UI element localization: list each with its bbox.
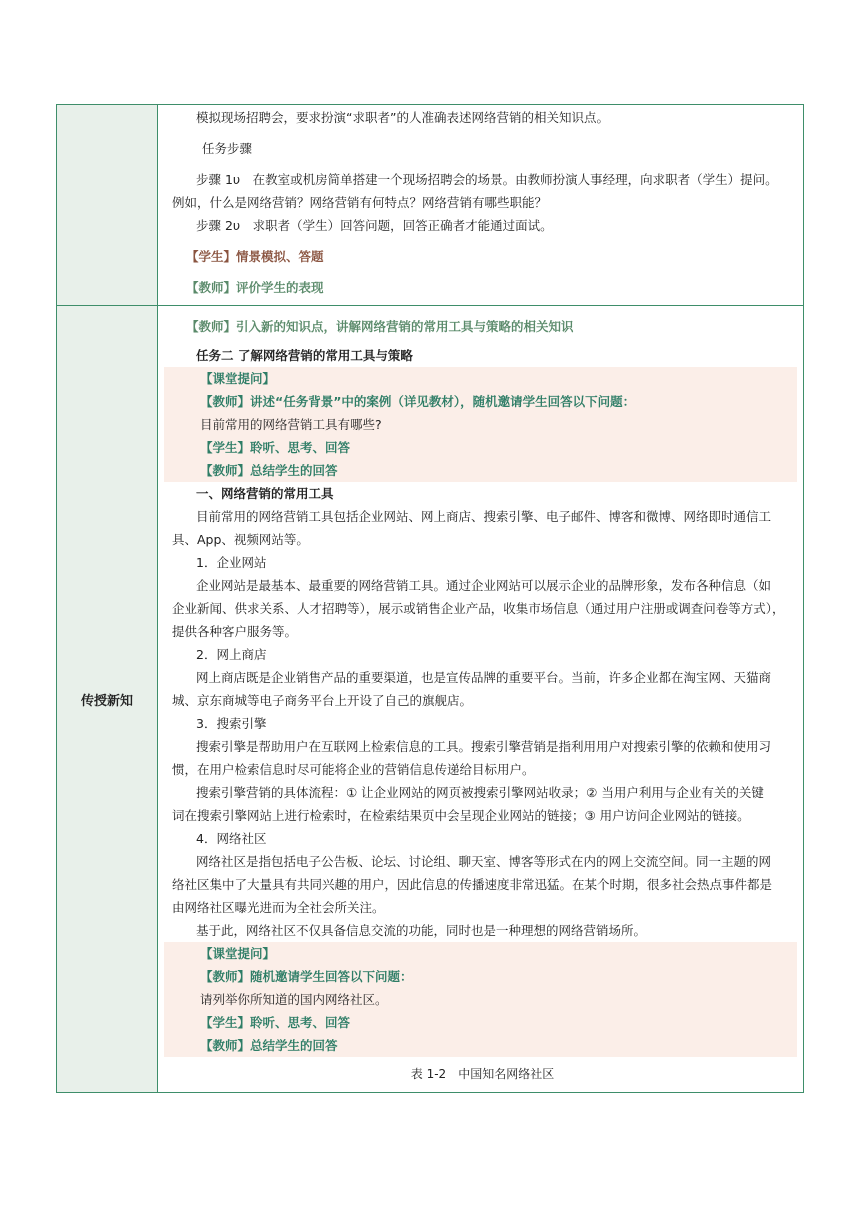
box1-title: 【课堂提问】 [200,371,276,386]
activity-intro: 模拟现场招聘会，要求扮演“求职者”的人准确表述网络营销的相关知识点。 [196,110,609,125]
new-knowledge-label: 传授新知 [57,306,158,1093]
item4-p1-line3: 由网络社区曝光进而为全社会所关注。 [172,900,385,915]
new-knowledge-content-cell [158,306,804,1093]
item2-line1: 网上商店既是企业销售产品的重要渠道，也是宣传品牌的重要平台。当前，许多企业都在淘宝网、天猫商 [196,670,772,685]
activity-row [57,105,804,306]
item3-title: 3．搜索引擎 [196,716,267,731]
section1-p1-line2: 具、App、视频网站等。 [172,532,309,547]
step1-line2: 例如，什么是网络营销？网络营销有何特点？网络营销有哪些职能？ [172,195,548,210]
student-activity: 【学生】情景模拟、答题 [186,249,324,264]
step1-line1: 步骤 1υ 在教室或机房简单搭建一个现场招聘会的场景。由教师扮演人事经理，向求职者（学生）提问。 [196,172,778,187]
teacher-evaluation: 【教师】评价学生的表现 [186,280,324,295]
activity-label-cell [57,105,158,306]
item3-p2-line2: 词在搜索引擎网站上进行检索时，在检索结果页中会呈现企业网站的链接；③ 用户访问企业网站的链接。 [172,808,750,823]
task-title: 任务二 了解网络营销的常用工具与策略 [196,348,413,363]
item1-line1: 企业网站是最基本、最重要的网络营销工具。通过企业网站可以展示企业的品牌形象，发布各种信息（如 [196,578,772,593]
item1-line2: 企业新闻、供求关系、人才招聘等），展示或销售企业产品，收集市场信息（通过用户注册或调查问卷等方式）， [172,601,785,616]
box2-title: 【课堂提问】 [200,946,276,961]
box1-question: 目前常用的网络营销工具有哪些? [200,417,382,432]
box2-student: 【学生】聆听、思考、回答 [200,1015,351,1030]
step2-text: 步骤 2υ 求职者（学生）回答问题，回答正确者才能通过面试。 [196,218,553,233]
classroom-question-box-2 [164,942,797,1057]
item3-p2-line1: 搜索引擎营销的具体流程：① 让企业网站的网页被搜索引擎网站收录；② 当用户利用与企业有关的关键 [196,785,764,800]
box1-student: 【学生】聆听、思考、回答 [200,440,351,455]
item4-title: 4．网络社区 [196,831,267,846]
section1-p1-line1: 目前常用的网络营销工具包括企业网站、网上商店、搜索引擎、电子邮件、博客和微博、网络即时通信工 [196,509,772,524]
item3-p1-line2: 惯，在用户检索信息时尽可能将企业的营销信息传递给目标用户。 [172,762,535,777]
item4-p1-line1: 网络社区是指包括电子公告板、论坛、讨论组、聊天室、博客等形式在内的网上交流空间。同一主题的网 [196,854,772,869]
item4-p2: 基于此，网络社区不仅具备信息交流的功能，同时也是一种理想的网络营销场所。 [196,923,647,938]
teacher-intro: 【教师】引入新的知识点，讲解网络营销的常用工具与策略的相关知识 [186,319,574,334]
activity-content-cell [158,105,804,306]
item1-line3: 提供各种客户服务等。 [172,624,298,639]
item4-p1-line2: 络社区集中了大量具有共同兴趣的用户，因此信息的传播速度非常迅猛。在某个时期，很多社会热点事件都是 [172,877,773,892]
new-knowledge-row [57,306,804,1093]
box2-teacher-summary: 【教师】总结学生的回答 [200,1038,338,1053]
lesson-plan-table [56,104,804,1093]
classroom-question-box-1 [164,367,797,482]
box1-teacher-question: 【教师】讲述“任务背景”中的案例（详见教材），随机邀请学生回答以下问题： [200,394,636,409]
item3-p1-line1: 搜索引擎是帮助用户在互联网上检索信息的工具。搜索引擎营销是指利用用户对搜索引擎的依赖和使用习 [196,739,772,754]
box1-teacher-summary: 【教师】总结学生的回答 [200,463,338,478]
item2-title: 2．网上商店 [196,647,267,662]
item1-title: 1．企业网站 [196,555,267,570]
table-caption: 表 1-2 中国知名网络社区 [410,1067,555,1081]
section1-title: 一、网络营销的常用工具 [196,486,334,501]
steps-heading: 任务步骤 [202,141,253,156]
item2-line2: 城、京东商城等电子商务平台上开设了自己的旗舰店。 [172,693,473,708]
box2-teacher-question: 【教师】随机邀请学生回答以下问题： [200,969,413,984]
box2-question: 请列举你所知道的国内网络社区。 [200,992,388,1007]
